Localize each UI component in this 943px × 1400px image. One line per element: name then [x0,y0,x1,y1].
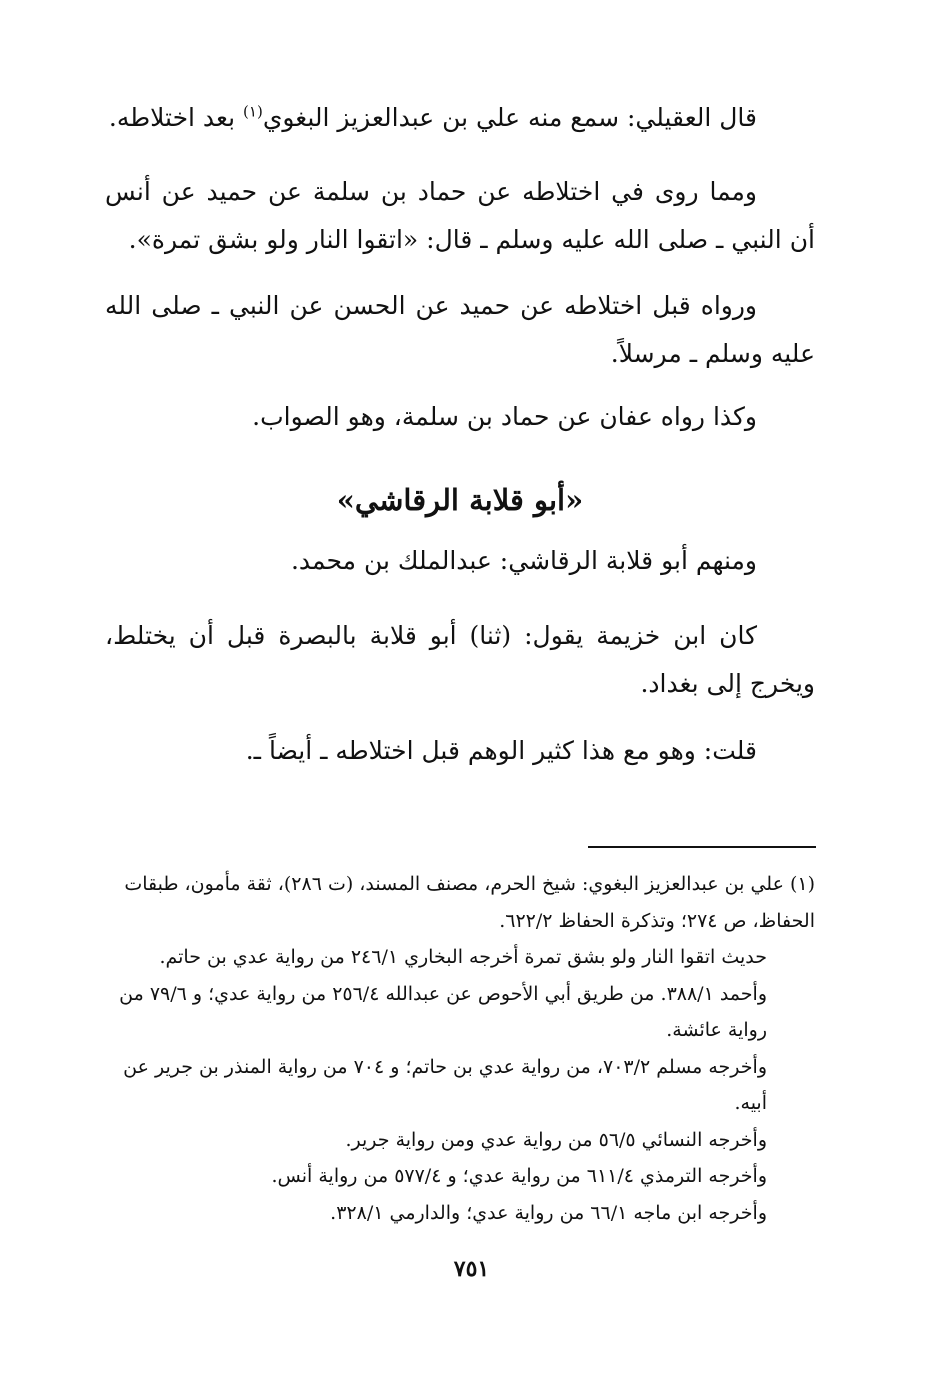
section-heading: «أبو قلابة الرقاشي» [336,483,584,517]
footnotes [105,866,815,1231]
paragraph-abu-qilaba: ومنهم أبو قلابة الرقاشي: عبدالملك بن محمد. [290,546,757,575]
paragraph-comment: قلت: وهو مع هذا كثير الوهم قبل اختلاطه ـ أيضاً ـ. [245,736,757,765]
page-number: ٧٥١ [453,1256,490,1282]
footnote-tirmidhi: وأخرجه الترمذي ٦١١/٤ من رواية عدي؛ و ٥٧٧/٤ من رواية أنس. [271,1165,767,1187]
paragraph-uqayli-text: قال العقيلي: سمع منه علي بن عبدالعزيز البغوي [262,103,757,132]
paragraph-uqayli-text-end: بعد اختلاطه. [108,103,244,132]
paragraph-affan: وكذا رواه عفان عن حماد بن سلمة، وهو الصواب. [252,402,757,431]
footnote-1: (١) علي بن عبدالعزيز البغوي: شيخ الحرم، مصنف المسند، (ت ٢٨٦)، ثقة مأمون، طبقات الحفاظ، ص ٢٧٤؛ وتذكرة الحفاظ ٦٢٢/٢. [124,873,815,932]
footnote-separator [588,846,816,848]
paragraph-uqayli [105,94,815,142]
footnote-ahmad: وأحمد ٣٨٨/١. من طريق أبي الأحوص عن عبدالله ٢٥٦/٤ من رواية عدي؛ و ٧٩/٦ من رواية عائشة. [119,982,767,1041]
paragraph-hadith-narration: ومما روى في اختلاطه عن حماد بن سلمة عن حميد عن أنس أن النبي ـ صلى الله عليه وسلم ـ قال: «اتقوا النار ولو بشق تمرة». [105,177,815,254]
paragraph-mursal-narration: ورواه قبل اختلاطه عن حميد عن الحسن عن النبي ـ صلى الله عليه وسلم ـ مرسلاً. [105,291,815,368]
footnote-ibn-majah: وأخرجه ابن ماجه ٦٦/١ من رواية عدي؛ والدارمي ٣٢٨/١. [330,1201,767,1224]
footnote-nasai: وأخرجه النسائي ٥٦/٥ من رواية عدي ومن رواية جرير. [345,1128,767,1151]
footnote-marker: (١) [243,102,263,121]
footnote-bukhari: حديث اتقوا النار ولو بشق تمرة أخرجه البخاري ٢٤٦/١ من رواية عدي بن حاتم. [159,946,767,968]
footnote-muslim: وأخرجه مسلم ٧٠٣/٢، من رواية عدي بن حاتم؛ و ٧٠٤ من رواية المنذر بن جرير عن أبيه. [123,1055,767,1114]
paragraph-ibn-khuzayma: كان ابن خزيمة يقول: (ثنا) أبو قلابة بالبصرة قبل أن يختلط، ويخرج إلى بغداد. [105,621,815,698]
